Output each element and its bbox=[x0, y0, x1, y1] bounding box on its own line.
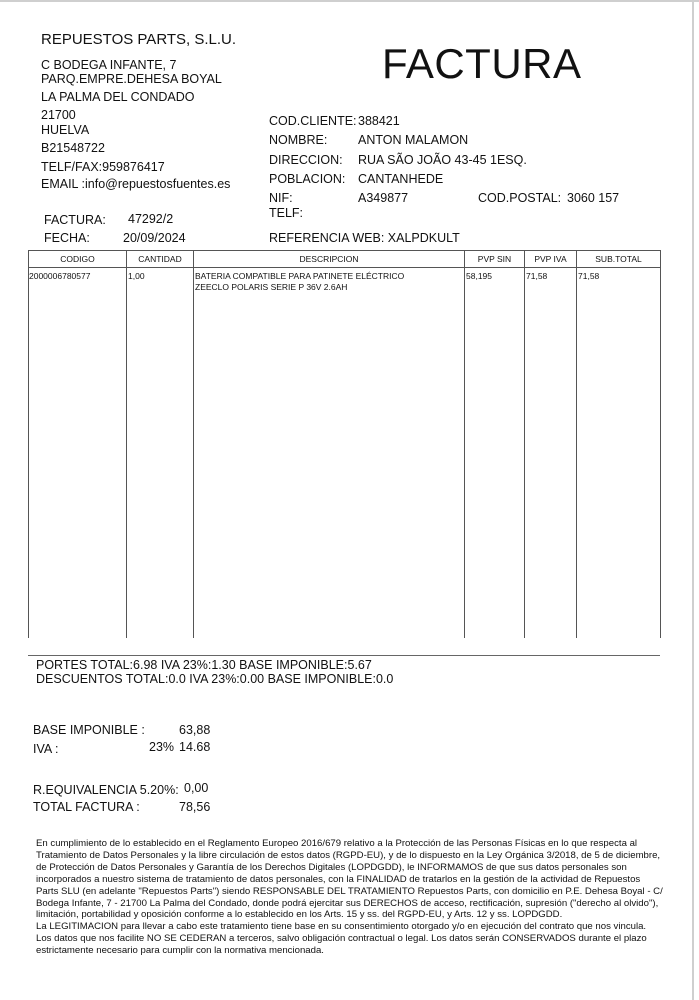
total-factura-value: 78,56 bbox=[179, 800, 211, 814]
legal-paragraph-1: En cumplimiento de lo establecido en el Reglamento Europeo 2016/679 relativo a la Protección de las Personas Físicas en lo que respecta al Tratamiento de Datos Personales y la libre circulación de estos datos (RGPD-EU), y de lo dispuesto en la Ley Orgánica 3/2018, de 5 de diciembre, de Protección de Datos Personales y Garantía de los Derechos Digitales (LOPDGDD), le INFORMAMOS de que sus datos personales son incorporados a nuestro sistema de tratamiento de datos personales, con la FINALIDAD de tratarlos en la gestión de la actividad de Repuestos Parts SLU (en adelante "Repuestos Parts") siendo RESPONSABLE DEL TRATAMIENTO Repuestos Parts, con domicilio en P.E. Dehesa Boyal - C/ Bodega Infante, 7 - 21700 La Palma del Condado, donde podrá ejercitar sus DERECHOS de acceso, rectificación, supresión ("derecho al olvido"), limitación, portabilidad y oposición conforme a lo establecido en los Arts. 15 y ss. del RGPD-EU, y Arts. 12 y ss. LOPDGDD. bbox=[36, 838, 663, 921]
invoice-items-table bbox=[28, 250, 661, 638]
company-tax-id: B21548722 bbox=[41, 141, 105, 155]
discount-charges: DESCUENTOS TOTAL:0.0 IVA 23%:0.00 BASE IMPONIBLE:0.0 bbox=[36, 672, 394, 686]
iva-value: 14.68 bbox=[179, 740, 211, 754]
customer-phone-label: TELF: bbox=[269, 206, 304, 220]
base-imponible-label: BASE IMPONIBLE : bbox=[33, 723, 145, 737]
customer-town: CANTANHEDE bbox=[358, 172, 444, 186]
legal-notice bbox=[36, 838, 664, 957]
cell-description bbox=[194, 268, 465, 639]
column-header-pvp-sin: PVP SIN bbox=[465, 251, 525, 268]
column-header-codigo: CODIGO bbox=[29, 251, 127, 268]
company-email: EMAIL :info@repuestosfuentes.es bbox=[41, 177, 231, 191]
iva-label: IVA : bbox=[33, 742, 59, 756]
customer-address: RUA SÃO JOÃO 43-45 1ESQ. bbox=[358, 153, 527, 167]
cell-subtotal: 71,58 bbox=[577, 268, 661, 639]
total-factura-label: TOTAL FACTURA : bbox=[33, 800, 140, 814]
company-phone: TELF/FAX:959876417 bbox=[41, 160, 165, 174]
customer-postal: 3060 157 bbox=[567, 191, 620, 205]
table-row bbox=[29, 268, 661, 639]
table-header-row bbox=[29, 251, 661, 268]
company-address-line1: C BODEGA INFANTE, 7 bbox=[41, 58, 177, 72]
iva-percent: 23% bbox=[149, 740, 175, 754]
document-title: FACTURA bbox=[382, 40, 582, 87]
cell-code: 2000006780577 bbox=[29, 268, 127, 639]
legal-paragraph-2: La LEGITIMACION para llevar a cabo este tratamiento tiene base en su consentimiento otorgado y/o en ejecución del contrato que nos vincula. Los datos que nos facilite NO SE CEDERAN a terceros, salvo obligación contractual o legal. Los datos serán CONSERVADOS durante el plazo estrictamente necesario para cumplir con la normativa mencionada. bbox=[36, 921, 647, 957]
company-city: LA PALMA DEL CONDADO bbox=[41, 90, 195, 104]
company-address-line2: PARQ.EMPRE.DEHESA BOYAL bbox=[41, 72, 222, 86]
customer-name-label: NOMBRE: bbox=[269, 133, 328, 147]
company-postal-code: 21700 bbox=[41, 108, 76, 122]
column-header-subtotal: SUB.TOTAL bbox=[577, 251, 661, 268]
customer-address-label: DIRECCION: bbox=[269, 153, 343, 167]
customer-nif: A349877 bbox=[358, 191, 409, 205]
customer-postal-label: COD.POSTAL: bbox=[478, 191, 562, 205]
customer-code-label: COD.CLIENTE: bbox=[269, 114, 357, 128]
page-edge-right bbox=[692, 0, 694, 1000]
web-reference: REFERENCIA WEB: XALPDKULT bbox=[269, 231, 460, 245]
cell-quantity: 1,00 bbox=[127, 268, 194, 639]
base-imponible-value: 63,88 bbox=[179, 723, 211, 737]
cell-pvp-iva: 71,58 bbox=[525, 268, 577, 639]
column-header-pvp-iva: PVP IVA bbox=[525, 251, 577, 268]
description-line-2: ZEECLO POLARIS SERIE P 36V 2.6AH bbox=[195, 282, 348, 292]
column-header-cantidad: CANTIDAD bbox=[127, 251, 194, 268]
customer-code: 388421 bbox=[358, 114, 400, 128]
page-edge-top bbox=[0, 0, 699, 2]
invoice-date: 20/09/2024 bbox=[123, 231, 186, 245]
invoice-number: 47292/2 bbox=[128, 212, 174, 226]
invoice-date-label: FECHA: bbox=[44, 231, 90, 245]
shipping-charges: PORTES TOTAL:6.98 IVA 23%:1.30 BASE IMPONIBLE:5.67 bbox=[36, 658, 372, 672]
charges-divider bbox=[28, 655, 660, 656]
recargo-equivalencia-value: 0,00 bbox=[184, 781, 209, 795]
customer-name: ANTON MALAMON bbox=[358, 133, 469, 147]
customer-nif-label: NIF: bbox=[269, 191, 293, 205]
description-line-1: BATERIA COMPATIBLE PARA PATINETE ELÉCTRICO bbox=[195, 271, 405, 281]
column-header-descripcion: DESCRIPCION bbox=[194, 251, 465, 268]
company-name: REPUESTOS PARTS, S.L.U. bbox=[41, 31, 237, 48]
company-province: HUELVA bbox=[41, 123, 90, 137]
cell-pvp-sin: 58,195 bbox=[465, 268, 525, 639]
recargo-equivalencia-label: R.EQUIVALENCIA 5.20%: bbox=[33, 783, 179, 797]
invoice-number-label: FACTURA: bbox=[44, 213, 106, 227]
customer-town-label: POBLACION: bbox=[269, 172, 346, 186]
